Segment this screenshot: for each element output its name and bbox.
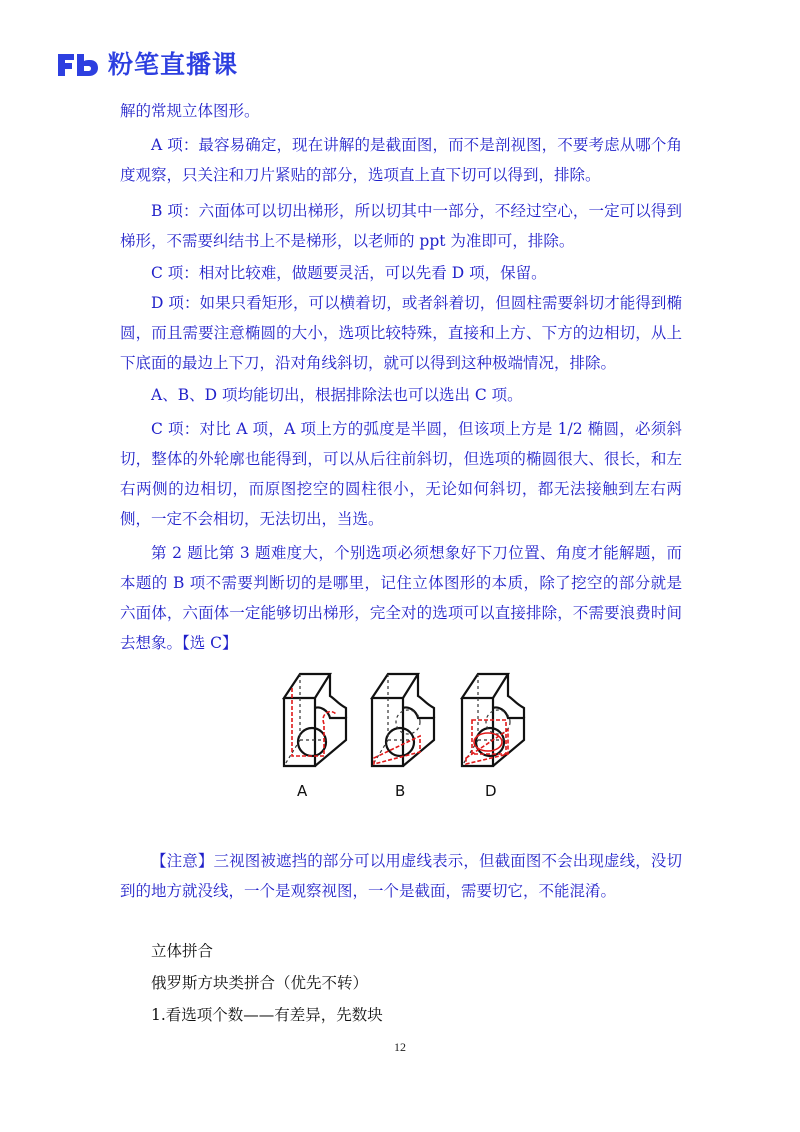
- paragraph-answer-c: C 项：对比 A 项，A 项上方的弧度是半圆，但该项上方是 1/2 椭圆，必须斜切，整体的外轮廓也能得到，可以从后往前斜切，但选项的椭圆很大、很长，和左右两侧的边相切，而原图挖空的圆柱很小，无论如何斜切，都无法接触到左右两侧，一定不会相切，无法切出，当选。: [120, 420, 682, 528]
- section-item-1: 1.看选项个数——有差异，先数块: [151, 1006, 383, 1024]
- figure-label-d: D: [485, 782, 497, 800]
- header-logo: [56, 52, 238, 78]
- fb-logo-icon: [56, 52, 100, 78]
- cube-sections-illustration: [270, 668, 530, 778]
- figure-a-shape: [284, 674, 346, 766]
- paragraph-option-b: B 项：六面体可以切出梯形，所以切其中一部分，不经过空心，一定可以得到梯形，不需要纠结书上不是梯形，以老师的 ppt 为准即可，排除。: [120, 202, 682, 250]
- section-subtitle: 俄罗斯方块类拼合（优先不转）: [151, 974, 369, 992]
- note-paragraph: 【注意】三视图被遮挡的部分可以用虚线表示，但截面图不会出现虚线，没切到的地方就没线，一个是观察视图，一个是截面，需要切它，不能混淆。: [120, 852, 682, 900]
- paragraph-option-a: A 项：最容易确定，现在讲解的是截面图，而不是剖视图，不要考虑从哪个角度观察，只关注和刀片紧贴的部分，选项直上直下切可以得到，排除。: [120, 136, 682, 184]
- solid-figure-options: [270, 668, 530, 808]
- paragraph-exclusion: A、B、D 项均能切出，根据排除法也可以选出 C 项。: [151, 386, 523, 404]
- section-title: 立体拼合: [151, 942, 214, 960]
- paragraph-intro: 解的常规立体图形。: [120, 102, 260, 120]
- brand-name: 粉笔直播课: [108, 50, 239, 79]
- figure-b-shape: [372, 674, 434, 766]
- figure-label-a: A: [297, 782, 308, 800]
- paragraph-summary: 第 2 题比第 3 题难度大，个别选项必须想象好下刀位置、角度才能解题，而本题的 B 项不需要判断切的是哪里，记住立体图形的本质，除了挖空的部分就是六面体，六面体一定能够切出梯形，完全对的选项可以直接排除，不需要浪费时间去想象。【选 C】: [120, 544, 682, 652]
- figure-label-b: B: [395, 782, 406, 800]
- page-number: 12: [394, 1040, 406, 1054]
- paragraph-option-d: D 项：如果只看矩形，可以横着切，或者斜着切，但圆柱需要斜切才能得到椭圆，而且需要注意椭圆的大小，选项比较特殊，直接和上方、下方的边相切，从上下底面的最边上下刀，沿对角线斜切，就可以得到这种极端情况，排除。: [120, 294, 682, 372]
- paragraph-option-c: C 项：相对比较难，做题要灵活，可以先看 D 项，保留。: [151, 264, 547, 282]
